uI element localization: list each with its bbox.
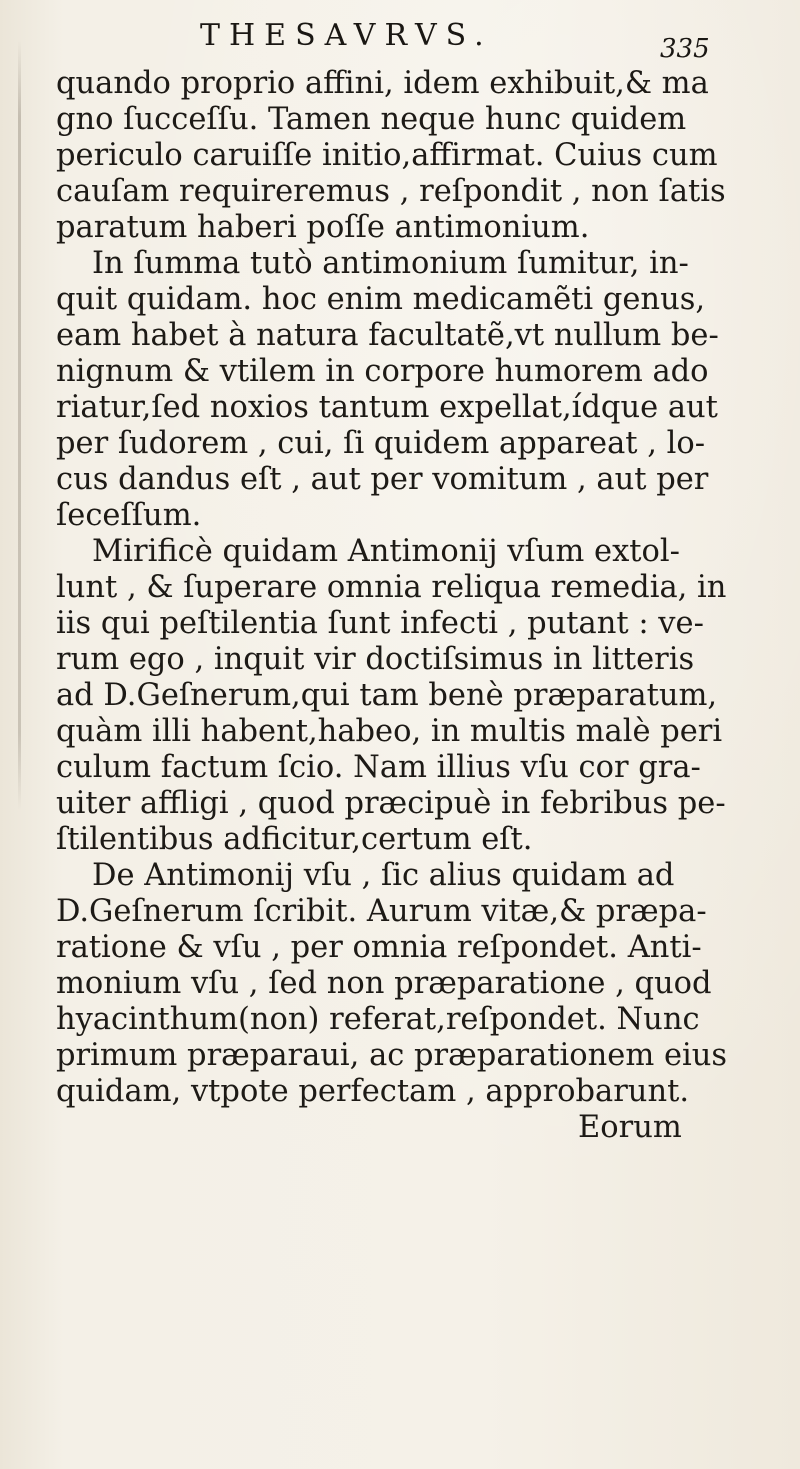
body-text <box>56 66 776 1146</box>
text-line: gno ſucceſſu. Tamen neque hunc quidem <box>56 102 687 137</box>
text-line: lunt , & ſuperare omnia reliqua remedia, in <box>56 570 727 605</box>
text-line: eam habet à natura facultatẽ,vt nullum be- <box>56 318 719 353</box>
running-head: THESAVRVS. <box>200 18 493 53</box>
text-line: riatur,ſed noxios tantum expellat,ídque aut <box>56 390 718 425</box>
text-line: periculo caruiſſe initio,affirmat. Cuius cum <box>56 138 718 173</box>
text-line: ſeceſſum. <box>56 498 202 533</box>
paragraph-4 <box>56 858 776 1110</box>
text-line: De Antimonij vſu , ſic alius quidam ad <box>92 858 675 893</box>
text-line: quando proprio affini, idem exhibuit,& ma <box>56 66 709 101</box>
text-line: cauſam requireremus , reſpondit , non ſatis <box>56 174 726 209</box>
text-line: iis qui peſtilentia ſunt infecti , putant : ve- <box>56 606 704 641</box>
paragraph-1 <box>56 66 776 246</box>
text-line: In ſumma tutò antimonium ſumitur, in- <box>92 246 689 281</box>
text-line: uiter affligi , quod præcipuè in febribus pe- <box>56 786 726 821</box>
text-line: Mirificè quidam Antimonij vſum extol- <box>92 534 680 569</box>
text-line: paratum haberi poſſe antimonium. <box>56 210 590 245</box>
text-line: rum ego , inquit vir doctiſsimus in litteris <box>56 642 695 677</box>
catchword: Eorum <box>578 1110 682 1145</box>
text-line: culum factum ſcio. Nam illius vſu cor gra- <box>56 750 701 785</box>
page-header <box>0 14 800 64</box>
text-line: cus dandus eſt , aut per vomitum , aut per <box>56 462 709 497</box>
text-line: quàm illi habent,habeo, in multis malè peri <box>56 714 723 749</box>
text-line: primum præparaui, ac præparationem eius <box>56 1038 728 1073</box>
paragraph-3 <box>56 534 776 858</box>
text-line: monium vſu , ſed non præparatione , quod <box>56 966 712 1001</box>
text-line: D.Geſnerum ſcribit. Aurum vitæ,& præpa- <box>56 894 707 929</box>
gutter-shadow <box>18 40 21 810</box>
text-line: quidam, vtpote perfectam , approbarunt. <box>56 1074 690 1109</box>
text-line: hyacinthum(non) referat,reſpondet. Nunc <box>56 1002 700 1037</box>
text-line: quit quidam. hoc enim medicamẽti genus, <box>56 282 706 317</box>
text-line: ad D.Geſnerum,qui tam benè præparatum, <box>56 678 718 713</box>
paragraph-2 <box>56 246 776 534</box>
text-line: ſtilentibus adficitur,certum eſt. <box>56 822 533 857</box>
text-line: ratione & vſu , per omnia reſpondet. Anti- <box>56 930 702 965</box>
text-line: nignum & vtilem in corpore humorem ado <box>56 354 709 389</box>
text-line: per ſudorem , cui, ſi quidem appareat , lo- <box>56 426 706 461</box>
page-number: 335 <box>660 34 710 64</box>
